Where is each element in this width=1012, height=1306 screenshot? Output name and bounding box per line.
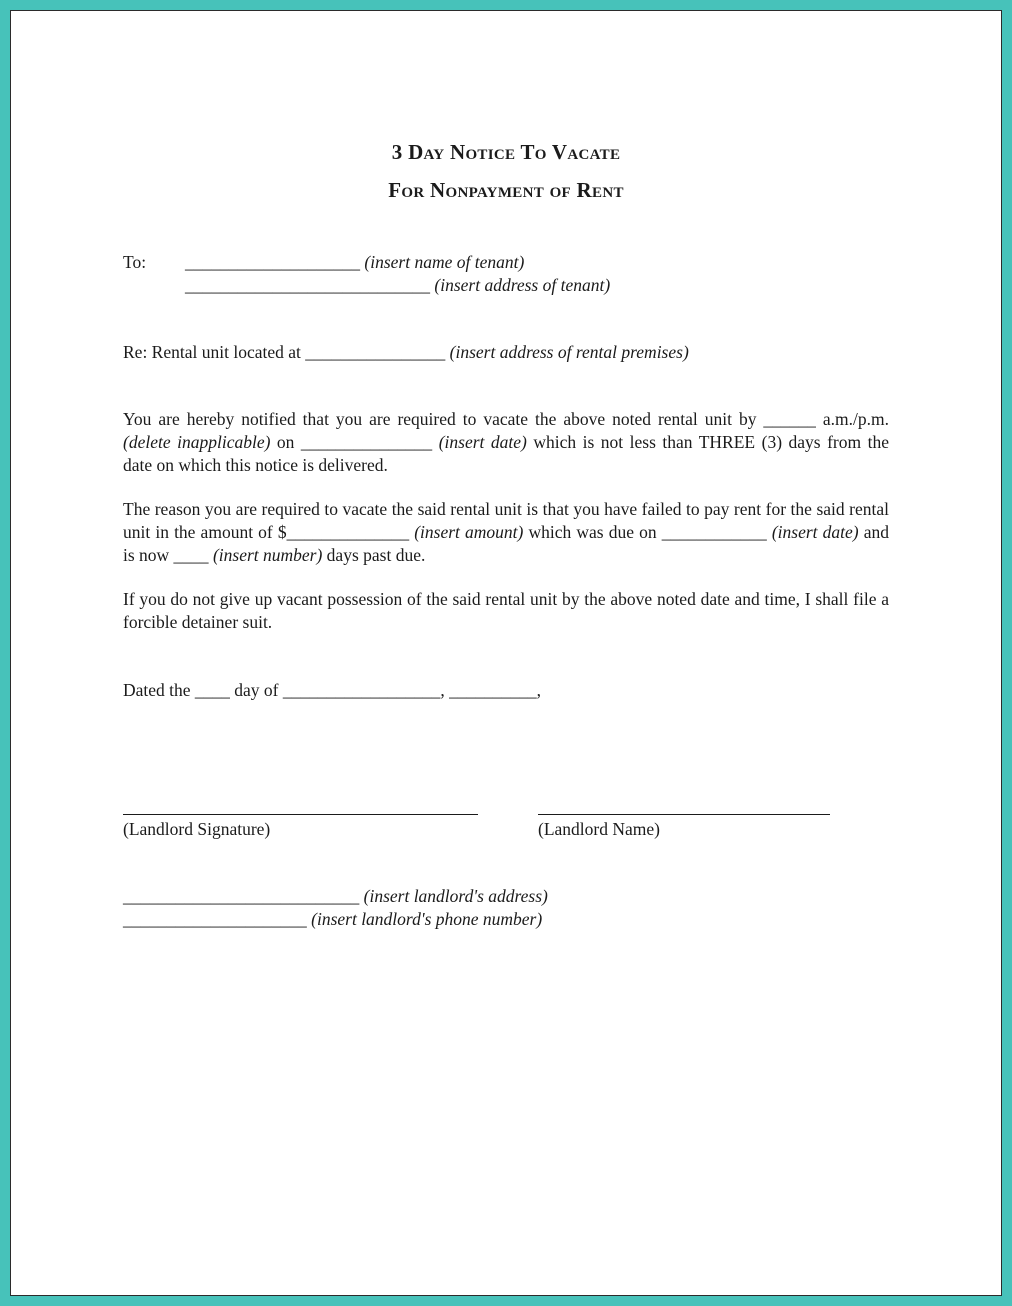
- tenant-address-hint: (insert address of tenant): [434, 274, 611, 295]
- to-label: To:: [123, 251, 147, 272]
- signature-block: [123, 795, 889, 841]
- insert-amount-hint: (insert amount): [414, 521, 524, 542]
- notice-document-page: [10, 10, 1002, 1296]
- dated-line: Dated the ____ day of __________________, __________,: [123, 679, 542, 700]
- landlord-phone-hint: (insert landlord's phone number): [311, 908, 543, 929]
- insert-date-hint: (insert date): [771, 521, 859, 542]
- tenant-name-blank: ____________________: [185, 251, 360, 272]
- paragraph1-text: on _______________: [270, 431, 439, 452]
- document-title-line2: For Nonpayment of Rent: [388, 178, 624, 203]
- paragraph2-text: and is now ____: [123, 521, 889, 565]
- re-prefix: Re: Rental unit located at: [123, 341, 306, 362]
- re-line: [123, 341, 889, 364]
- paragraph2-text: which was due on ____________: [523, 521, 772, 542]
- paragraph1-text: which is not less than THREE (3) days from the date on which this notice is delivered.: [123, 431, 889, 475]
- re-blank: ________________: [305, 341, 446, 362]
- tenant-address-line: [185, 274, 610, 297]
- landlord-address-line: [123, 885, 889, 908]
- landlord-name-label: (Landlord Name): [538, 818, 660, 839]
- re-hint: (insert address of rental premises): [449, 341, 689, 362]
- landlord-phone-line: [123, 908, 889, 931]
- paragraph2-text: The reason you are required to vacate the said rental unit is that you have failed to pay rent for the said rental unit in the amount of $______________: [123, 498, 889, 542]
- tenant-name-line: [185, 251, 524, 274]
- landlord-address-blank: ___________________________: [123, 885, 360, 906]
- to-block: [123, 251, 889, 297]
- insert-date-hint: (insert date): [438, 431, 527, 452]
- tenant-address-blank: ____________________________: [185, 274, 430, 295]
- insert-number-hint: (insert number): [212, 544, 323, 565]
- landlord-phone-blank: _____________________: [123, 908, 307, 929]
- landlord-signature-label: (Landlord Signature): [123, 818, 271, 839]
- landlord-name-area: [538, 795, 830, 841]
- paragraph-forcible-detainer: If you do not give up vacant possession of the said rental unit by the above noted date and time, I shall file a forcible detainer suit.: [123, 588, 889, 632]
- landlord-contact-block: [123, 885, 889, 931]
- landlord-address-hint: (insert landlord's address): [363, 885, 548, 906]
- tenant-name-hint: (insert name of tenant): [364, 251, 525, 272]
- paragraph-vacate-notice: [123, 408, 889, 477]
- landlord-signature-line: [123, 795, 478, 815]
- landlord-name-line: [538, 795, 830, 815]
- paragraph-reason: [123, 498, 889, 567]
- paragraph2-text: days past due.: [322, 544, 426, 565]
- delete-inapplicable-hint: (delete inapplicable): [123, 431, 271, 452]
- paragraph1-text: You are hereby notified that you are required to vacate the above noted rental unit by ______ a.m./p.m.: [123, 408, 889, 429]
- document-title-line1: 3 Day Notice To Vacate: [391, 140, 621, 164]
- landlord-signature-area: [123, 795, 478, 841]
